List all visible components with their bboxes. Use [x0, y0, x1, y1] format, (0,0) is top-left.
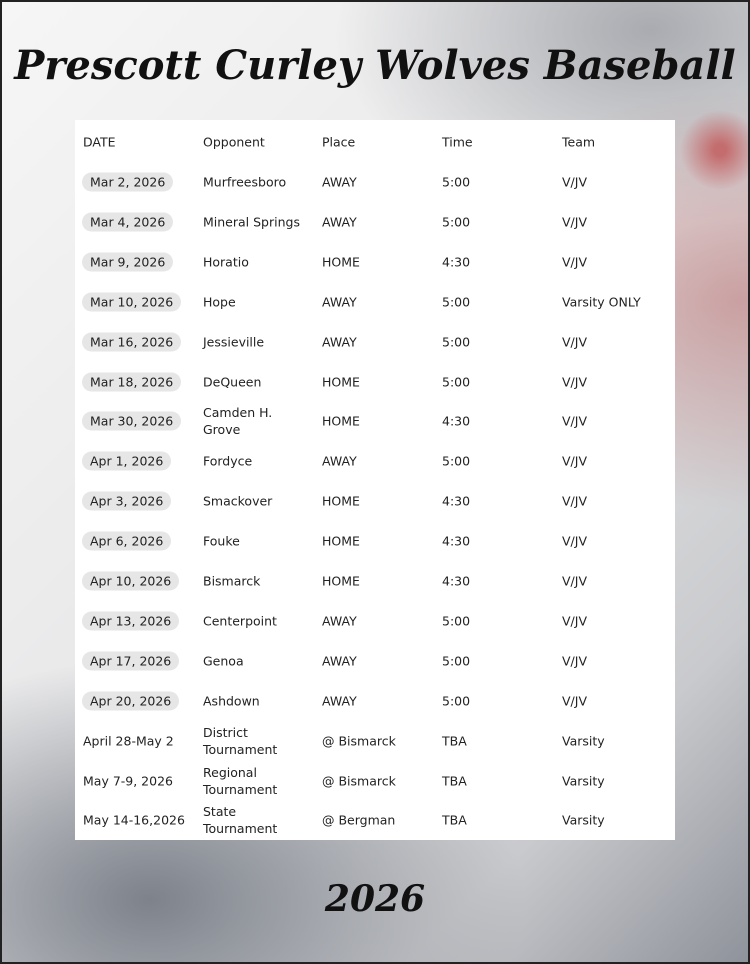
team-cell: V/JV	[562, 693, 587, 709]
team-cell: V/JV	[562, 334, 587, 350]
time-cell: 4:30	[442, 493, 471, 509]
opponent-cell: Regional Tournament	[203, 764, 278, 797]
table-row	[75, 761, 675, 801]
opponent-cell: DeQueen	[203, 374, 262, 389]
table-row	[75, 601, 675, 641]
table-row	[75, 481, 675, 521]
place-cell: AWAY	[322, 294, 357, 310]
time-cell: 5:00	[442, 693, 471, 709]
header-team: Team	[562, 134, 596, 150]
time-cell: 5:00	[442, 374, 471, 389]
time-cell: 4:30	[442, 413, 471, 429]
team-cell: V/JV	[562, 413, 587, 429]
table-row	[75, 362, 675, 402]
header-time: Time	[442, 134, 473, 150]
team-cell: V/JV	[562, 214, 587, 230]
place-cell: HOME	[322, 374, 360, 389]
team-cell: V/JV	[562, 254, 587, 270]
team-cell: V/JV	[562, 374, 587, 389]
team-cell: Varsity	[562, 773, 605, 788]
opponent-cell: Bismarck	[203, 573, 261, 589]
table-row	[75, 561, 675, 601]
team-cell: Varsity	[562, 812, 605, 828]
place-cell: AWAY	[322, 613, 357, 629]
date-cell: Apr 20, 2026	[82, 691, 179, 710]
time-cell: TBA	[442, 812, 467, 828]
place-cell: HOME	[322, 413, 360, 429]
team-cell: V/JV	[562, 613, 587, 629]
date-cell: April 28-May 2	[83, 733, 174, 749]
date-cell: Mar 18, 2026	[82, 372, 181, 391]
table-row	[75, 322, 675, 362]
opponent-cell: District Tournament	[203, 724, 278, 757]
table-row	[75, 721, 675, 761]
date-cell: Apr 3, 2026	[82, 492, 171, 511]
time-cell: 5:00	[442, 294, 471, 310]
date-cell: Apr 1, 2026	[82, 452, 171, 471]
opponent-cell: Murfreesboro	[203, 174, 287, 190]
time-cell: 5:00	[442, 334, 471, 350]
place-cell: HOME	[322, 533, 360, 549]
table-row	[75, 681, 675, 721]
time-cell: 5:00	[442, 613, 471, 629]
place-cell: HOME	[322, 254, 360, 270]
opponent-cell: Horatio	[203, 254, 249, 270]
table-row	[75, 242, 675, 282]
time-cell: 5:00	[442, 653, 471, 669]
time-cell: 5:00	[442, 214, 471, 230]
team-cell: V/JV	[562, 653, 587, 669]
place-cell: @ Bismarck	[322, 733, 396, 749]
table-row	[75, 441, 675, 481]
date-cell: Mar 16, 2026	[82, 332, 181, 351]
table-row	[75, 800, 675, 840]
header-opponent: Opponent	[203, 134, 265, 150]
time-cell: 5:00	[442, 453, 471, 469]
time-cell: TBA	[442, 773, 467, 788]
place-cell: HOME	[322, 493, 360, 509]
date-cell: Mar 4, 2026	[82, 212, 173, 231]
time-cell: 5:00	[442, 174, 471, 190]
date-cell: Apr 10, 2026	[82, 572, 179, 591]
opponent-cell: Centerpoint	[203, 613, 277, 629]
header-date: DATE	[83, 134, 116, 150]
place-cell: @ Bergman	[322, 812, 396, 828]
team-cell: V/JV	[562, 533, 587, 549]
header-place: Place	[322, 134, 356, 150]
date-cell: Mar 30, 2026	[82, 412, 181, 431]
place-cell: AWAY	[322, 453, 357, 469]
season-year: 2026	[324, 878, 426, 920]
place-cell: AWAY	[322, 653, 357, 669]
table-header	[75, 122, 675, 162]
opponent-cell: Camden H. Grove	[203, 405, 273, 438]
date-cell: Mar 10, 2026	[82, 292, 181, 311]
date-cell: Mar 2, 2026	[82, 173, 173, 192]
page-title: Prescott Curley Wolves Baseball	[14, 42, 736, 89]
team-cell: Varsity ONLY	[562, 294, 641, 310]
place-cell: AWAY	[322, 214, 357, 230]
table-row	[75, 282, 675, 322]
opponent-cell: Fouke	[203, 533, 240, 549]
date-cell: Apr 6, 2026	[82, 532, 171, 551]
team-cell: V/JV	[562, 174, 587, 190]
place-cell: AWAY	[322, 174, 357, 190]
table-row	[75, 202, 675, 242]
opponent-cell: Jessieville	[203, 334, 265, 350]
schedule-table	[75, 120, 675, 840]
place-cell: @ Bismarck	[322, 773, 396, 788]
place-cell: AWAY	[322, 693, 357, 709]
team-cell: V/JV	[562, 573, 587, 589]
date-cell: May 7-9, 2026	[83, 773, 173, 788]
team-cell: V/JV	[562, 493, 587, 509]
opponent-cell: Hope	[203, 294, 236, 310]
time-cell: 4:30	[442, 254, 471, 270]
date-cell: Apr 13, 2026	[82, 611, 179, 630]
opponent-cell: Fordyce	[203, 453, 253, 469]
time-cell: 4:30	[442, 573, 471, 589]
table-row	[75, 521, 675, 561]
team-cell: Varsity	[562, 733, 605, 749]
opponent-cell: Smackover	[203, 493, 273, 509]
time-cell: 4:30	[442, 533, 471, 549]
place-cell: AWAY	[322, 334, 357, 350]
date-cell: Apr 17, 2026	[82, 651, 179, 670]
table-row	[75, 641, 675, 681]
opponent-cell: Genoa	[203, 653, 244, 669]
table-row	[75, 401, 675, 441]
table-row	[75, 162, 675, 202]
place-cell: HOME	[322, 573, 360, 589]
date-cell: Mar 9, 2026	[82, 252, 173, 271]
date-cell: May 14-16,2026	[83, 812, 185, 828]
opponent-cell: Ashdown	[203, 693, 260, 709]
team-cell: V/JV	[562, 453, 587, 469]
opponent-cell: State Tournament	[203, 804, 278, 837]
time-cell: TBA	[442, 733, 467, 749]
opponent-cell: Mineral Springs	[203, 214, 300, 230]
